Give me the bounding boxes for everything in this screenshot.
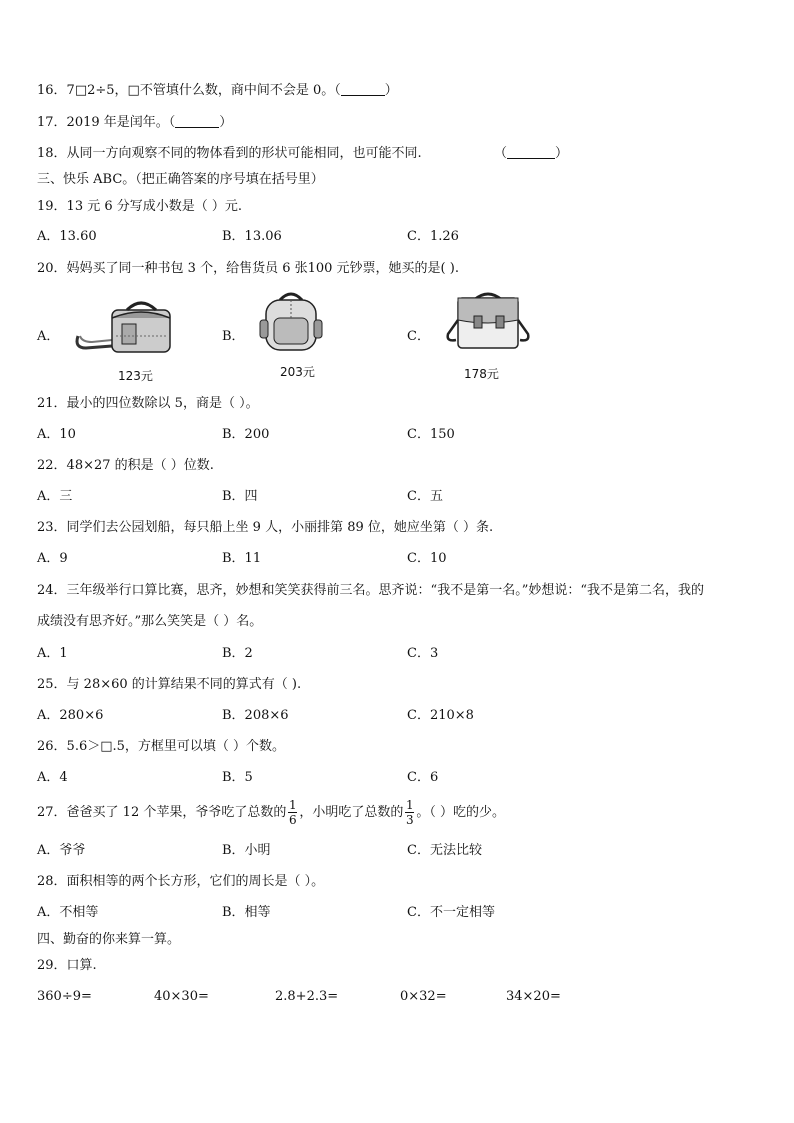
shoulder-bag-icon: [72, 296, 182, 358]
option-c[interactable]: C．五: [407, 489, 443, 504]
option-c[interactable]: C．150: [407, 427, 455, 442]
answer-blank[interactable]: [341, 83, 385, 96]
price-b: 203元: [280, 365, 315, 379]
option-c[interactable]: C．1.26: [407, 229, 459, 244]
option-a[interactable]: A．13.60: [37, 229, 97, 244]
question-27-text-b: ，小明吃了总数的: [299, 805, 404, 820]
price-a: 123元: [118, 369, 153, 383]
option-a[interactable]: A．三: [37, 489, 73, 504]
fraction-numerator: 1: [406, 798, 414, 812]
option-b[interactable]: B．208×6: [222, 708, 289, 723]
price-c: 178元: [464, 367, 499, 381]
question-20: 20．妈妈买了同一种书包 3 个，给售货员 6 张100 元钞票，她买的是( ).: [37, 261, 459, 276]
option-c[interactable]: C．不一定相等: [407, 905, 495, 920]
question-27-text-c: 。（ ）吃的少。: [416, 805, 506, 820]
bracket-close: ）: [555, 146, 569, 161]
backpack-icon: [256, 290, 326, 356]
option-b[interactable]: B．5: [222, 770, 253, 785]
option-b[interactable]: B．13.06: [222, 229, 282, 244]
option-a[interactable]: A．280×6: [37, 708, 104, 723]
option-a[interactable]: A．: [37, 329, 60, 344]
question-17: [37, 115, 232, 131]
fraction-one-sixth: [288, 799, 297, 826]
option-b[interactable]: B．相等: [222, 905, 271, 920]
option-b[interactable]: B．2: [222, 646, 253, 661]
option-c[interactable]: C．10: [407, 551, 447, 566]
option-c[interactable]: C．6: [407, 770, 439, 785]
option-a[interactable]: A．1: [37, 646, 68, 661]
section-3-heading: 三、快乐 ABC。（把正确答案的序号填在括号里）: [37, 172, 324, 187]
calc-item: 2.8+2.3=: [275, 989, 339, 1004]
answer-blank[interactable]: [507, 146, 555, 159]
option-a[interactable]: A．不相等: [37, 905, 99, 920]
question-16: [37, 83, 398, 99]
option-a[interactable]: A．9: [37, 551, 68, 566]
question-18: [37, 146, 422, 162]
question-16-text: 16．7□2÷5，□不管填什么数，商中间不会是 0。（: [37, 83, 341, 98]
question-25: 25．与 28×60 的计算结果不同的算式有（ ).: [37, 677, 302, 692]
question-23: 23．同学们去公园划船，每只船上坐 9 人，小丽排第 89 位，她应坐第（ ）条.: [37, 520, 494, 535]
question-29: 29．口算.: [37, 958, 97, 973]
calc-item: 0×32=: [400, 989, 447, 1004]
question-24-line2: 成绩没有思齐好。”那么笑笑是（ ）名。: [37, 614, 263, 629]
option-a[interactable]: A．4: [37, 770, 68, 785]
option-c[interactable]: C．无法比较: [407, 843, 482, 858]
question-27-text-a: 27．爸爸买了 12 个苹果，爷爷吃了总数的: [37, 805, 287, 820]
fraction-one-third: [405, 799, 414, 826]
fraction-denominator: 6: [289, 813, 297, 827]
question-19: 19．13 元 6 分写成小数是（ ）元.: [37, 199, 243, 214]
satchel-icon: [444, 290, 532, 354]
question-24-line1: 24．三年级举行口算比赛，思齐，妙想和笑笑获得前三名。思齐说：“我不是第一名。”妙想说：“我不是第二名，我的: [37, 583, 704, 598]
question-22: 22．48×27 的积是（ ）位数.: [37, 458, 214, 473]
question-17-text: 17．2019 年是闰年。（: [37, 115, 176, 130]
fraction-numerator: 1: [289, 798, 297, 812]
question-18-answer: [494, 146, 568, 162]
bracket-open: （: [494, 146, 508, 161]
option-c[interactable]: C．3: [407, 646, 439, 661]
bracket-close: ）: [384, 83, 398, 98]
calc-item: 34×20=: [506, 989, 561, 1004]
question-21: 21．最小的四位数除以 5，商是（ ）。: [37, 396, 259, 411]
option-a[interactable]: A．爷爷: [37, 843, 86, 858]
option-c[interactable]: C．: [407, 329, 430, 344]
option-b[interactable]: B．: [222, 329, 245, 344]
fraction-denominator: 3: [406, 813, 414, 827]
option-b[interactable]: B．小明: [222, 843, 271, 858]
question-27: [37, 798, 505, 828]
section-4-heading: 四、勤奋的你来算一算。: [37, 932, 181, 947]
question-18-text: 18．从同一方向观察不同的物体看到的形状可能相同，也可能不同.: [37, 146, 422, 161]
question-26: 26．5.6＞□.5，方框里可以填（ ）个数。: [37, 739, 286, 754]
bracket-close: ）: [219, 115, 233, 130]
calc-item: 360÷9=: [37, 989, 92, 1004]
option-a[interactable]: A．10: [37, 427, 76, 442]
answer-blank[interactable]: [175, 115, 219, 128]
calc-item: 40×30=: [154, 989, 209, 1004]
question-28: 28．面积相等的两个长方形，它们的周长是（ ）。: [37, 874, 325, 889]
option-b[interactable]: B．200: [222, 427, 270, 442]
option-c[interactable]: C．210×8: [407, 708, 474, 723]
option-b[interactable]: B．11: [222, 551, 262, 566]
option-b[interactable]: B．四: [222, 489, 258, 504]
